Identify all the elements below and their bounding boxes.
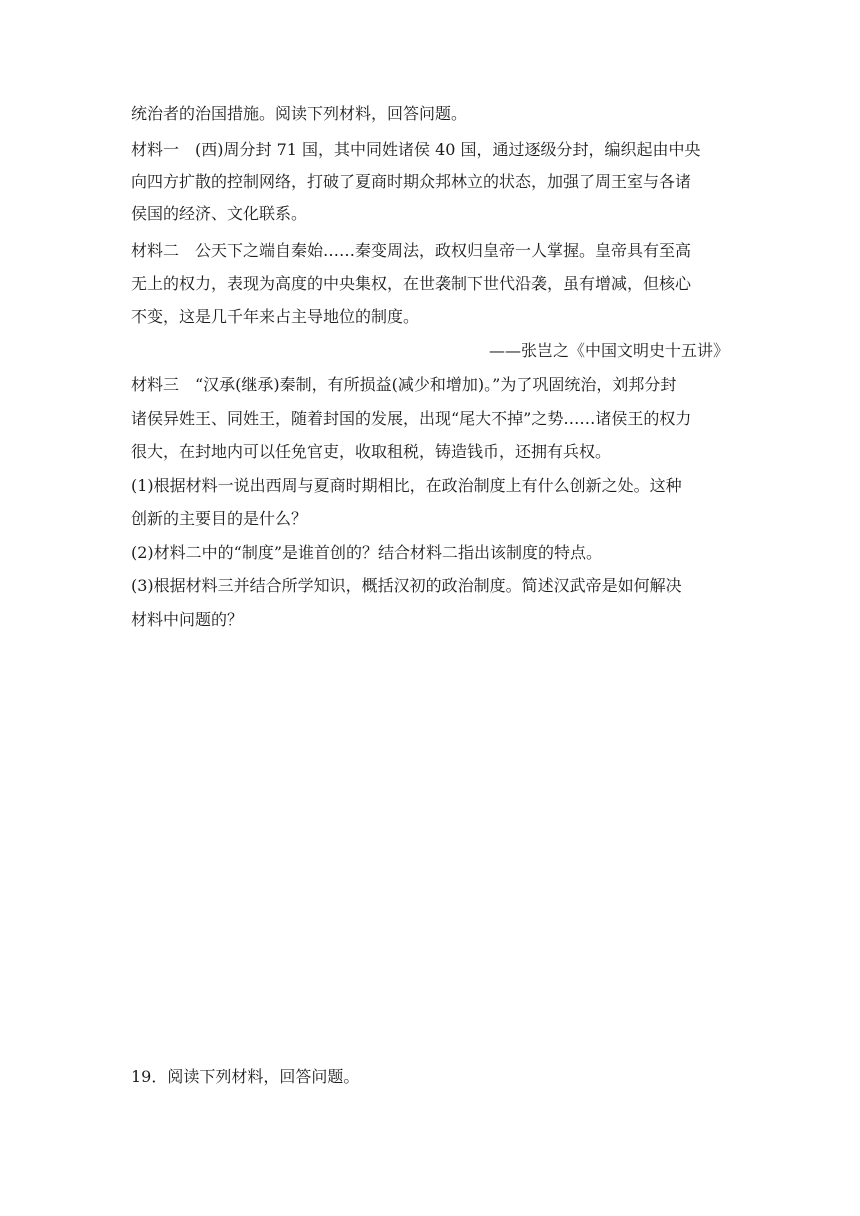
question-1-line-2: 创新的主要目的是什么？ [131, 509, 308, 528]
material-3-line-3: 很大，在封地内可以任免官吏，收取租税，铸造钱币，还拥有兵权。 [131, 442, 612, 461]
material-3-line-1: 材料三 “汉承(继承)秦制，有所损益(减少和增加)。”为了巩固统治，刘邦分封 [131, 375, 677, 394]
material-2-line-3: 不变，这是几千年来占主导地位的制度。 [131, 307, 420, 326]
material-3-line-2: 诸侯异姓王、同姓王，随着封国的发展，出现“尾大不掉”之势……诸侯王的权力 [131, 409, 692, 428]
material-1-line-1: 材料一 (西)周分封 71 国，其中同姓诸侯 40 国，通过逐级分封，编织起由中央 [131, 140, 701, 159]
material-2-source: ——张岂之《中国文明史十五讲》 [488, 341, 729, 360]
question-1-line-1: (1)根据材料一说出西周与夏商时期相比，在政治制度上有什么创新之处。这种 [131, 476, 682, 495]
material-2-line-2: 无上的权力，表现为高度的中央集权，在世袭制下世代沿袭，虽有增减，但核心 [131, 274, 692, 293]
material-1-line-3: 侯国的经济、文化联系。 [131, 204, 308, 223]
question-3-line-1: (3)根据材料三并结合所学知识，概括汉初的政治制度。简述汉武帝是如何解决 [131, 576, 682, 595]
question-2: (2)材料二中的“制度”是谁首创的？结合材料二指出该制度的特点。 [131, 543, 603, 562]
intro-text: 统治者的治国措施。阅读下列材料，回答问题。 [131, 104, 468, 123]
next-question-heading: 19．阅读下列材料，回答问题。 [131, 1067, 360, 1086]
question-3-line-2: 材料中问题的？ [131, 610, 244, 629]
material-2-line-1: 材料二 公天下之端自秦始……秦变周法，政权归皇帝一人掌握。皇帝具有至高 [131, 241, 692, 260]
material-1-line-2: 向四方扩散的控制网络，打破了夏商时期众邦林立的状态，加强了周王室与各诸 [131, 172, 692, 191]
